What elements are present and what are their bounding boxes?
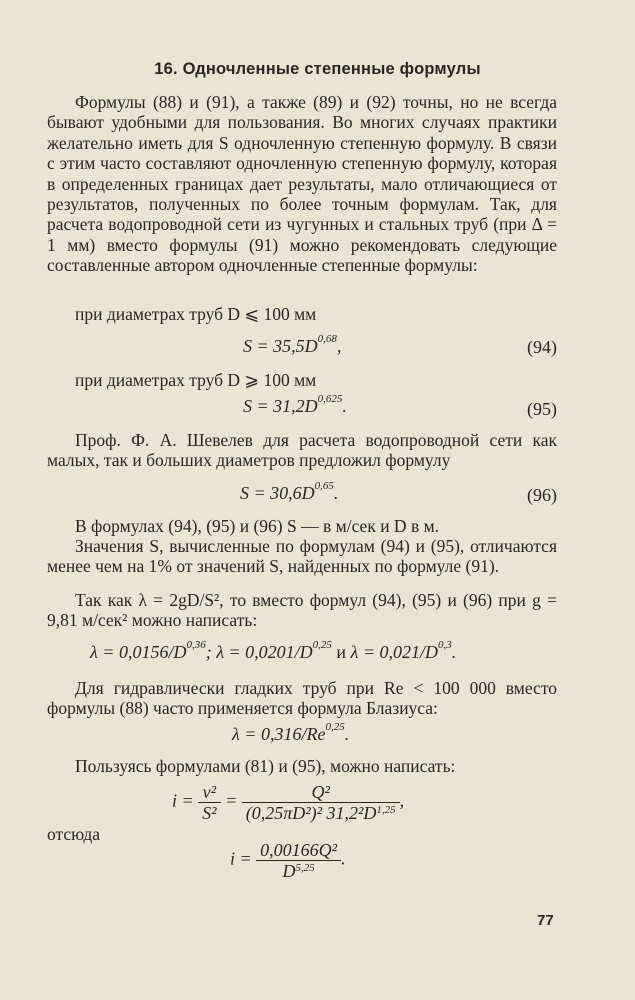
condition-95: при диаметрах труб D ⩾ 100 мм: [75, 370, 317, 390]
equation-number-95: (95): [527, 399, 557, 419]
i1-denominator-2-exponent: 1,25: [376, 804, 396, 816]
equation-i-second: [230, 840, 346, 881]
i2-lhs: i =: [230, 848, 252, 869]
blasius-exponent: 0,25: [325, 721, 345, 733]
equation-number-96: (96): [527, 485, 557, 505]
blasius-tail: .: [344, 724, 350, 744]
i2-tail: .: [341, 848, 346, 869]
paragraph-intro: Формулы (88) и (91), а также (89) и (92) точны, но не всегда бывают удобными для пользования. Во многих случаях практики желательно иметь для S одночленную степенную формулу. В связи с этим часто составляют одночленную степенную формулу, которая в определенных границах дает результаты, мало отличающиеся от результатов, полученных по более точным формулам. Так, для расчета водопроводной сети из чугунных и стальных труб (при Δ = 1 мм) вместо формулы (91) можно рекомендовать следующие составленные автором одночленные степенные формулы:: [47, 92, 557, 276]
lambda-a-base: λ = 0,0156/D: [90, 642, 187, 662]
section-heading: 16. Одночленные степенные формулы: [154, 60, 481, 78]
eq94-exponent: 0,68: [317, 333, 337, 345]
lambda-a-separator: ;: [205, 642, 212, 662]
equation-i-first: [172, 782, 404, 823]
lambda-b-base: λ = 0,0201/D: [216, 642, 313, 662]
eq95-tail: .: [342, 396, 347, 416]
i2-denominator-base: D: [282, 861, 296, 881]
i1-lhs: i =: [172, 790, 194, 811]
blasius-formula: [232, 721, 350, 745]
i1-equals: =: [225, 790, 238, 811]
eq95-exponent: 0,625: [317, 393, 343, 405]
lambda-and: и: [336, 642, 347, 662]
lambda-c-exponent: 0,3: [438, 639, 452, 651]
lambda-a-exponent: 0,36: [186, 639, 206, 651]
i2-numerator: 0,00166Q²: [256, 840, 341, 861]
lambda-c-tail: .: [451, 642, 457, 662]
blasius-base: λ = 0,316/Re: [232, 724, 326, 744]
i1-denominator-1: S²: [202, 803, 217, 823]
eq96-exponent: 0,65: [314, 480, 334, 492]
i1-fraction-velocity: [198, 782, 220, 823]
equation-94: [243, 333, 342, 357]
i2-denominator-exponent: 5,25: [295, 862, 315, 874]
equation-96: [240, 480, 339, 504]
i1-numerator-1: v²: [198, 782, 220, 803]
condition-94: при диаметрах труб D ⩽ 100 мм: [75, 304, 317, 324]
eq94-base: S = 35,5D: [243, 336, 318, 356]
i1-tail: ,: [399, 790, 405, 811]
units-note: В формулах (94), (95) и (96) S — в м/сек и D в м.: [75, 516, 440, 536]
hence-word: отсюда: [47, 824, 101, 844]
paragraph-derivation: Пользуясь формулами (81) и (95), можно написать:: [75, 756, 456, 776]
paragraph-blasius: Для гидравлически гладких труб при Re < 100 000 вместо формулы (88) часто применяется формула Блазиуса:: [47, 678, 557, 719]
i1-numerator-2: Q²: [242, 782, 400, 803]
i1-denominator-2: [242, 803, 400, 823]
equation-95: [243, 393, 347, 417]
i1-fraction-flow: [242, 782, 400, 823]
i1-denominator-2-base: (0,25πD²)² 31,2²D: [245, 803, 377, 823]
lambda-b-exponent: 0,25: [312, 639, 332, 651]
paragraph-shevelev: Проф. Ф. А. Шевелев для расчета водопроводной сети как малых, так и больших диаметров предложил формулу: [47, 430, 557, 471]
paragraph-accuracy: Значения S, вычисленные по формулам (94) и (95), отличаются менее чем на 1% от значений S, найденных по формуле (91).: [47, 536, 557, 577]
equation-number-94: (94): [527, 337, 557, 357]
eq96-base: S = 30,6D: [240, 483, 315, 503]
eq94-tail: ,: [336, 336, 342, 356]
page-number: 77: [537, 912, 554, 929]
i2-fraction: [256, 840, 341, 881]
eq96-tail: .: [333, 483, 339, 503]
lambda-c-base: λ = 0,021/D: [350, 642, 438, 662]
paragraph-lambda: Так как λ = 2gD/S², то вместо формул (94), (95) и (96) при g = 9,81 м/сек² можно написать:: [47, 590, 557, 631]
i2-denominator: [256, 861, 341, 881]
lambda-equations: [90, 639, 457, 663]
eq95-base: S = 31,2D: [243, 396, 318, 416]
